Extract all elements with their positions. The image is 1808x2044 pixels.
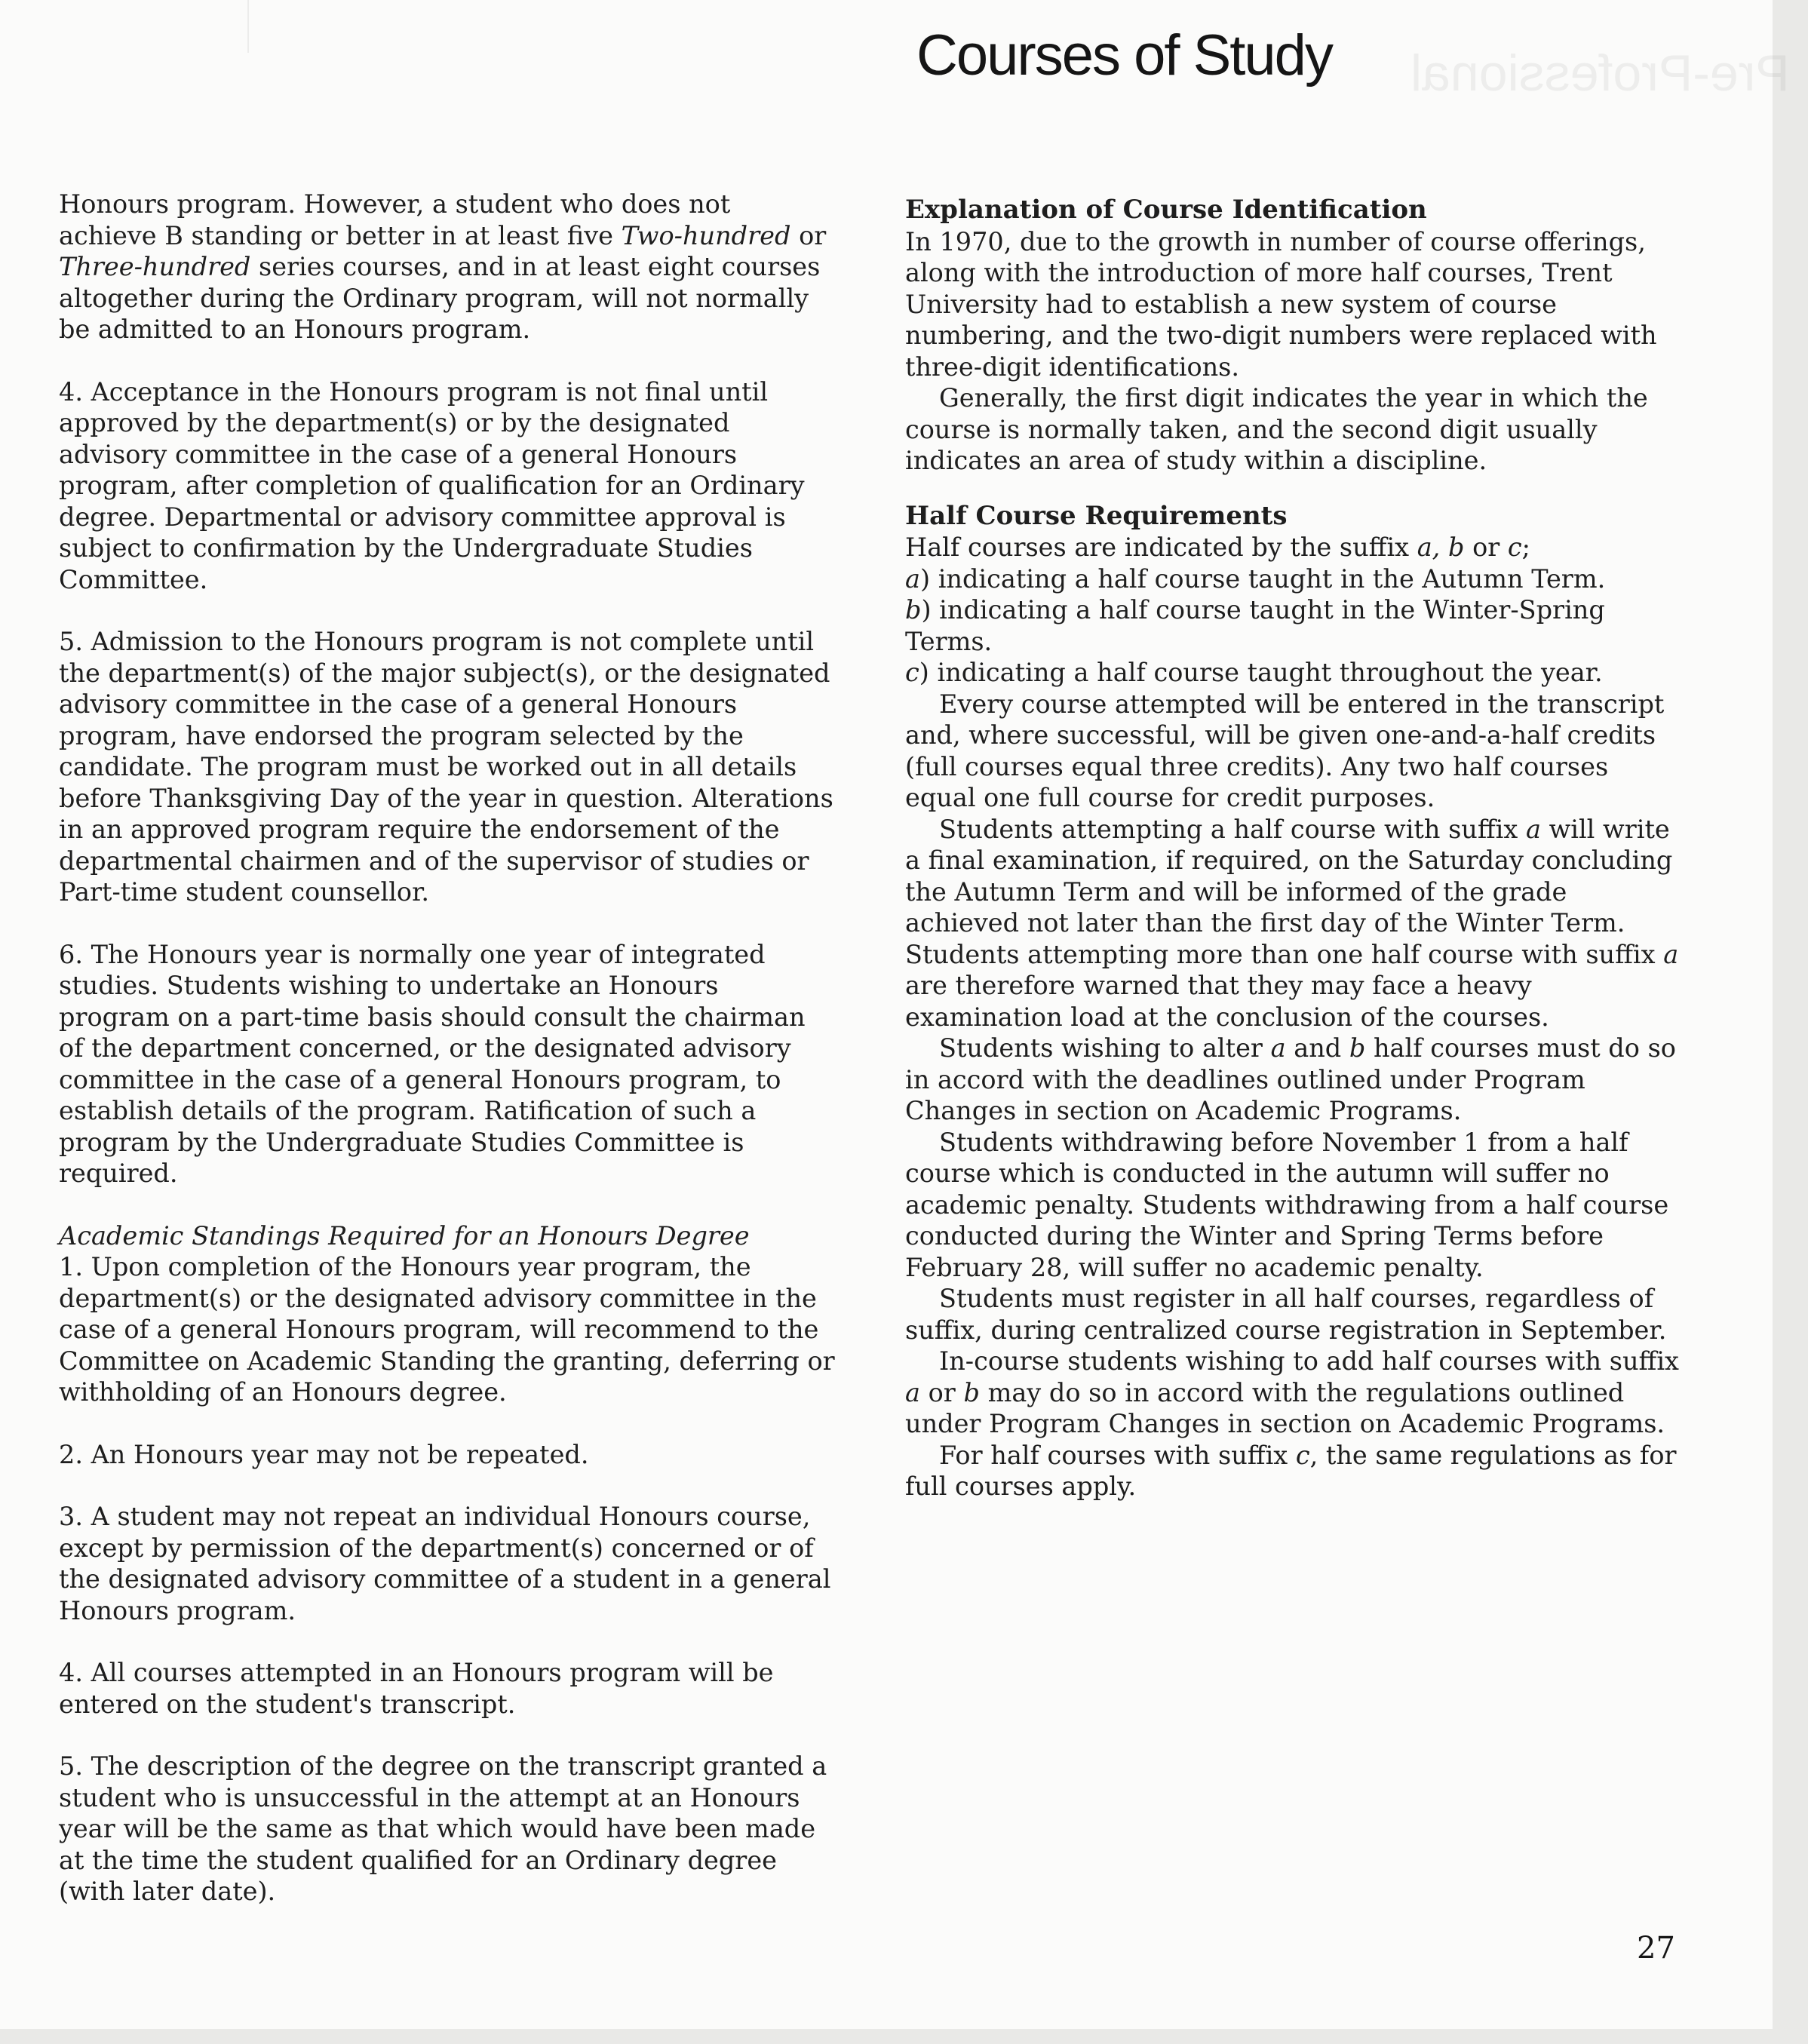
standing-item-2: 2. An Honours year may not be repeated. xyxy=(59,1439,589,1469)
page-number: 27 xyxy=(1637,1931,1675,1966)
standing-item-4: 4. All courses attempted in an Honours program will be entered on the student's transcript. xyxy=(59,1658,774,1719)
page-edge-bottom xyxy=(0,2029,1808,2044)
paragraph-withdrawal: Students withdrawing before November 1 from a half course which is conducted in the autumn will suffer no academic penalty. Students withdrawing from a half course conducted during the Winter and Spring Terms before February 28, will suffer no academic penalty. xyxy=(905,1127,1669,1282)
page-edge-shadow xyxy=(1773,0,1808,2044)
section-heading-course-identification: Explanation of Course Identification xyxy=(905,195,1427,225)
paragraph-suffix-c: For half courses with suffix c, the same regulations as for full courses apply. xyxy=(905,1440,1677,1501)
standing-item-1: 1. Upon completion of the Honours year program, the department(s) or the designated advisory committee in the case of a general Honours program, will recommend to the Committee on Academic Standing the granting, deferring or withholding of an Honours degree. xyxy=(59,1252,835,1407)
suffix-item-c: c) indicating a half course taught throughout the year. xyxy=(905,658,1603,687)
faint-fold-mark xyxy=(247,0,249,53)
paragraph-alter-courses: Students wishing to alter a and b half courses must do so in accord with the deadlines outlined under Program Changes in section on Academic Programs. xyxy=(905,1033,1676,1125)
paragraph-credits: Every course attempted will be entered in the transcript and, where successful, will be given one-and-a-half credits (full courses equal three credits). Any two half courses equal one full course for credit purposes. xyxy=(905,689,1665,812)
section-heading-half-course: Half Course Requirements xyxy=(905,500,1288,531)
paragraph-suffix-a-exams: Students attempting a half course with suffix a will write a final examination, if required, on the Saturday concluding the Autumn Term and will be informed of the grade achieved not later than the first day of the Winter Term. Students attempting more than one half course with suffix a are therefore warned that they may face a heavy examination load at the conclusion of the courses. xyxy=(905,814,1679,1032)
paragraph-digit-meaning: Generally, the first digit indicates the year in which the course is normally taken, and the second digit usually indicates an area of study within a discipline. xyxy=(905,383,1648,475)
show-through-heading: Pre-Professional xyxy=(1410,45,1790,102)
paragraph-item-5: 5. Admission to the Honours program is not complete until the department(s) of the major subject(s), or the designated advisory committee in the case of a general Honours program, have endorsed the program selected by the candidate. The program must be worked out in all details before Thanksgiving Day of the year in question. Alterations in an approved program require the endorsement of the departmental chairmen and of the supervisor of studies or Part-time student counsellor. xyxy=(59,627,833,907)
paragraph-item-4: 4. Acceptance in the Honours program is not final until approved by the department(s) or by the designated advisory committee in the case of a general Honours program, after completion of qualification for an Ordinary degree. Departmental or advisory committee approval is subject to confirmation by the Undergraduate Studies Committee. xyxy=(59,376,805,594)
page-title: Courses of Study xyxy=(916,23,1332,87)
right-column xyxy=(905,195,1682,1502)
standing-item-3: 3. A student may not repeat an individual Honours course, except by permission of the department(s) concerned or of the designated advisory committee of a student in a general Honours program. xyxy=(59,1502,831,1625)
suffix-item-b: b) indicating a half course taught in the Winter-Spring Terms. xyxy=(905,595,1605,656)
paragraph-item-6: 6. The Honours year is normally one year of integrated studies. Students wishing to undertake an Honours program on a part-time basis should consult the chairman of the department concerned, or the designated advisory committee in the case of a general Honours program, to establish details of the program. Ratification of such a program by the Undergraduate Studies Committee is required. xyxy=(59,939,806,1188)
paragraph-suffix-intro: Half courses are indicated by the suffix a, b or c; xyxy=(905,532,1530,562)
paragraph-course-numbering: In 1970, due to the growth in number of course offerings, along with the introduction of more half courses, Trent University had to establish a new system of course numbering, and the two-digit numbers were replaced with three-digit identifications. xyxy=(905,226,1657,382)
left-column xyxy=(59,189,836,1907)
section-heading-academic-standings: Academic Standings Required for an Honours Degree xyxy=(59,1220,750,1251)
paragraph-registration: Students must register in all half courses, regardless of suffix, during centralized course registration in September. xyxy=(905,1284,1667,1345)
suffix-item-a: a) indicating a half course taught in the Autumn Term. xyxy=(905,563,1606,594)
paragraph-honours-standing: Honours program. However, a student who does not achieve B standing or better in at least five Two-hundred or Three-hundred series courses, and in at least eight courses altogether during the Ordinary program, will not normally be admitted to an Honours program. xyxy=(59,189,827,344)
standing-item-5: 5. The description of the degree on the transcript granted a student who is unsuccessful in the attempt at an Honours year will be the same as that which would have been made at the time the student qualified for an Ordinary degree (with later date). xyxy=(59,1751,827,1906)
paragraph-add-courses: In-course students wishing to add half courses with suffix a or b may do so in accord with the regulations outlined under Program Changes in section on Academic Programs. xyxy=(905,1346,1679,1438)
